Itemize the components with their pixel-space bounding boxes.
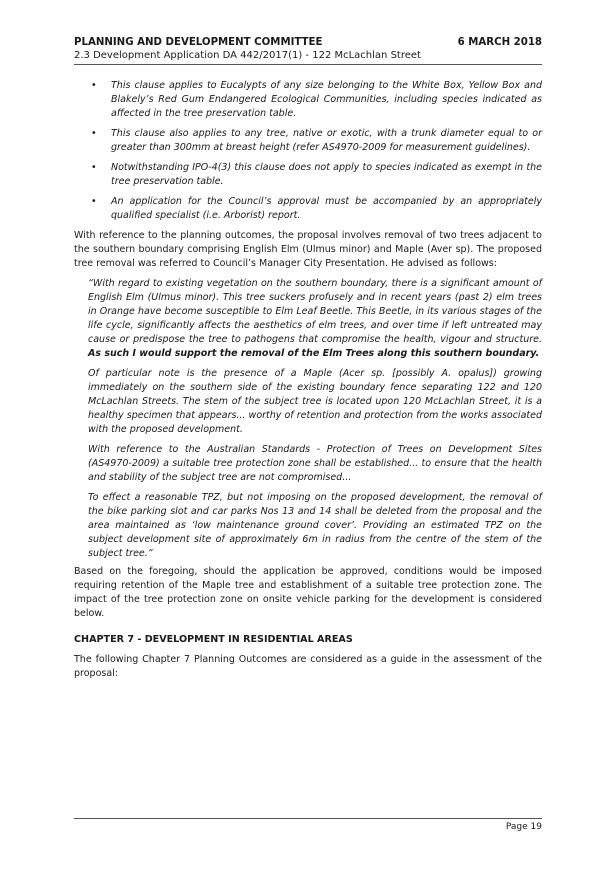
bullet-icon: • [91, 80, 97, 91]
bullet-item: • This clause applies to Eucalypts of any size belonging to the White Box, Yellow Box and Blakely’s Red Gum Endangered Ecological Communities, including species indicated as affected in the tree preservation table. [91, 80, 542, 119]
bullet-icon: • [91, 162, 97, 173]
document-page [74, 36, 542, 681]
chapter-paragraph: The following Chapter 7 Planning Outcomes are considered as a guide in the assessment of the proposal: [74, 654, 542, 679]
meeting-date: 6 MARCH 2018 [457, 37, 542, 48]
page-number: Page 19 [505, 822, 542, 832]
quote-paragraph-2: Of particular note is the presence of a Maple (Acer sp. [possibly A. opalus]) growing immediately on the southern side of the existing boundary fence separating 122 and 120 McLachlan Streets. The stem of the subject tree is located upon 120 McLachlan Street, it is a healthy specimen that appears... worthy of retention and protection from the works associated with the proposed development. [88, 368, 542, 435]
quote-paragraph-3: With reference to the Australian Standards - Protection of Trees on Development Sites (AS4970-2009) a suitable tree protection zone shall be established... to ensure that the health and stability of the subject tree are not compromised... [88, 444, 542, 483]
committee-title: PLANNING AND DEVELOPMENT COMMITTEE [74, 37, 323, 48]
quote-paragraph-4: To effect a reasonable TPZ, but not imposing on the proposed development, the removal of the bike parking slot and car parks Nos 13 and 14 shall be deleted from the proposal and the area maintained as ‘low maintenance ground cover’. Providing an estimated TPZ on the subject development site of approximately 6m in radius from the centre of the stem of the subject tree.” [88, 492, 542, 559]
quote-paragraph-1: “With regard to existing vegetation on the southern boundary, there is a significant amount of English Elm (Ulmus minor). This tree suckers profusely and in recent years (past 2) elm trees in Orange have become susceptible to Elm Leaf Beetle. This Beetle, in its various stages of the life cycle, significantly affects the aesthetics of elm trees, and over time if left untreated may cause or predispose the tree to pathogens that compromise the health, vigour and structure. As such I would support the removal of the Elm Trees along this southern boundary. [88, 278, 542, 359]
quote-emphasis: As such I would support the removal of the Elm Trees along this southern boundary. [88, 348, 540, 359]
intro-paragraph: With reference to the planning outcomes, the proposal involves removal of two trees adjacent to the southern boundary comprising English Elm (Ulmus minor) and Maple (Aver sp). The proposed tree removal was referred to Council’s Manager City Presentation. He advised as follows: [74, 230, 542, 269]
foregoing-paragraph: Based on the foregoing, should the application be approved, conditions would be imposed requiring retention of the Maple tree and establishment of a suitable tree protection zone. The impact of the tree protection zone on onsite vehicle parking for the development is considered below. [74, 566, 542, 619]
bullet-item: • An application for the Council’s approval must be accompanied by an appropriately qualified specialist (i.e. Arborist) report. [91, 196, 542, 221]
report-header [74, 36, 542, 49]
bullet-icon: • [91, 128, 97, 139]
header-divider [74, 64, 542, 65]
bullet-item: • Notwithstanding IPO-4(3) this clause does not apply to species indicated as exempt in the tree preservation table. [91, 162, 542, 187]
clause-bullet-list [74, 79, 542, 223]
chapter-heading: CHAPTER 7 - DEVELOPMENT IN RESIDENTIAL AREAS [74, 634, 353, 645]
bullet-icon: • [91, 196, 97, 207]
bullet-item: • This clause also applies to any tree, native or exotic, with a trunk diameter equal to or greater than 300mm at breast height (refer AS4970-2009 for measurement guidelines). [91, 128, 542, 153]
footer-divider [74, 818, 542, 819]
item-reference: 2.3 Development Application DA 442/2017(1) - 122 McLachlan Street [74, 50, 421, 61]
